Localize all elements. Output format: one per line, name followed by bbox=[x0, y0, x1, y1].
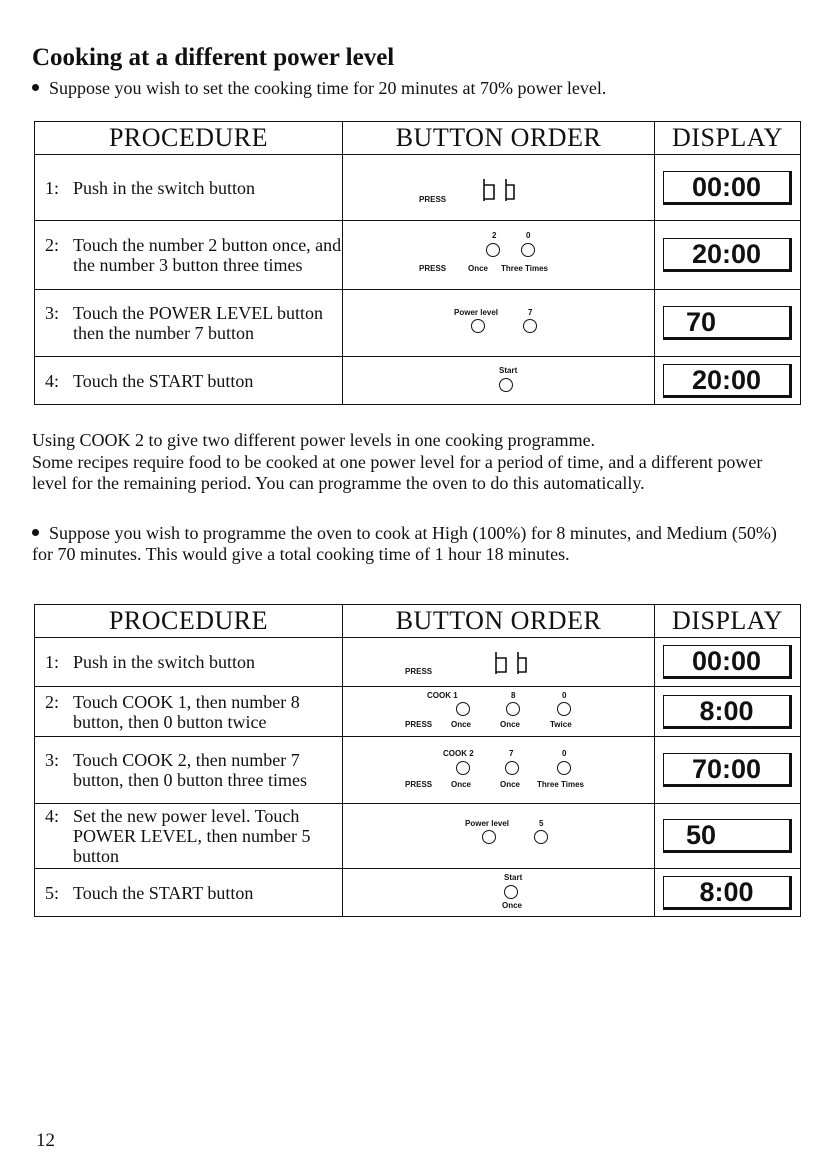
header-procedure: PROCEDURE bbox=[35, 122, 343, 155]
display-readout: 00:00 bbox=[663, 171, 792, 205]
display-readout: 20:00 bbox=[663, 364, 792, 398]
paragraph-cook2-example bbox=[32, 523, 792, 565]
button-label-under: Once bbox=[500, 720, 521, 729]
button-order-cell bbox=[343, 221, 655, 290]
button-order-cell bbox=[343, 737, 655, 804]
step-text: Touch the START button bbox=[73, 882, 254, 903]
step-cell bbox=[35, 869, 343, 917]
press-label: PRESS bbox=[419, 195, 447, 204]
step-number: 4: bbox=[45, 806, 60, 826]
button-label-top: Power level bbox=[465, 819, 510, 828]
display-readout: 20:00 bbox=[663, 238, 792, 272]
table-row bbox=[35, 869, 801, 917]
intro-line bbox=[32, 78, 606, 99]
button-order-cell bbox=[343, 290, 655, 357]
power-level-button-icon bbox=[482, 830, 496, 844]
button-label-top: Power level bbox=[454, 308, 499, 317]
display-readout: 00:00 bbox=[663, 645, 792, 679]
step-text: Touch the POWER LEVEL button then the number 7 button bbox=[73, 303, 324, 343]
bullet-icon bbox=[32, 529, 39, 536]
button-label-under: Once bbox=[451, 720, 472, 729]
button-label-under: Three Times bbox=[501, 264, 548, 273]
button-label-top: 7 bbox=[509, 749, 514, 758]
display-readout: 50 bbox=[663, 819, 792, 853]
press-label: PRESS bbox=[419, 264, 447, 273]
display-readout: 70 bbox=[663, 306, 792, 340]
step-text: Touch the number 2 button once, and the number 3 button three times bbox=[73, 235, 342, 275]
cook1-button-icon bbox=[456, 702, 470, 716]
table-row bbox=[35, 638, 801, 687]
button-label-top: 8 bbox=[511, 691, 516, 700]
button-order-cell bbox=[343, 155, 655, 221]
header-display: DISPLAY bbox=[655, 122, 801, 155]
header-button-order: BUTTON ORDER bbox=[343, 605, 655, 638]
display-cell bbox=[655, 221, 801, 290]
button-label-top: COOK 1 bbox=[427, 691, 458, 700]
step-cell bbox=[35, 290, 343, 357]
start-button-icon bbox=[504, 885, 518, 899]
table-row bbox=[35, 290, 801, 357]
step-cell bbox=[35, 155, 343, 221]
table-row bbox=[35, 737, 801, 804]
table-row bbox=[35, 155, 801, 221]
button-label-top: 0 bbox=[562, 691, 567, 700]
step-number: 5: bbox=[45, 882, 60, 903]
button-label-top: 7 bbox=[528, 308, 533, 317]
step-text: Touch COOK 1, then number 8 button, then 0 button twice bbox=[73, 691, 300, 732]
press-label: PRESS bbox=[405, 667, 433, 676]
step-cell bbox=[35, 357, 343, 405]
button-label-top: COOK 2 bbox=[443, 749, 474, 758]
step-cell bbox=[35, 737, 343, 804]
step-number: 2: bbox=[45, 691, 60, 712]
procedure-table-2 bbox=[34, 604, 801, 917]
step-number: 3: bbox=[45, 303, 60, 323]
number-2-button-icon bbox=[486, 243, 500, 257]
button-label-top: 5 bbox=[539, 819, 544, 828]
switch-button-icon bbox=[493, 648, 535, 678]
paragraph-cook2-heading: Using COOK 2 to give two different power levels in one cooking programme. bbox=[32, 430, 596, 450]
step-number: 3: bbox=[45, 750, 60, 770]
display-readout: 8:00 bbox=[663, 876, 792, 910]
button-label-under: Three Times bbox=[537, 780, 584, 789]
header-display: DISPLAY bbox=[655, 605, 801, 638]
number-0-button-icon bbox=[557, 702, 571, 716]
button-label-under: Once bbox=[500, 780, 521, 789]
button-label-top: 2 bbox=[492, 231, 497, 240]
table-header bbox=[35, 122, 801, 155]
display-cell bbox=[655, 638, 801, 687]
table-row bbox=[35, 687, 801, 737]
button-order-cell bbox=[343, 357, 655, 405]
switch-button-icon bbox=[481, 175, 523, 205]
display-cell bbox=[655, 357, 801, 405]
button-label-top: 0 bbox=[562, 749, 567, 758]
number-0-button-icon bbox=[557, 761, 571, 775]
button-label-top: Start bbox=[499, 366, 518, 375]
header-button-order: BUTTON ORDER bbox=[343, 122, 655, 155]
button-order-cell bbox=[343, 638, 655, 687]
button-label-top: 0 bbox=[526, 231, 531, 240]
number-5-button-icon bbox=[534, 830, 548, 844]
step-cell bbox=[35, 687, 343, 737]
display-cell bbox=[655, 869, 801, 917]
step-cell bbox=[35, 804, 343, 869]
step-number: 1: bbox=[45, 652, 60, 672]
header-procedure: PROCEDURE bbox=[35, 605, 343, 638]
table-row bbox=[35, 357, 801, 405]
step-text: Set the new power level. Touch POWER LEVEL, then number 5 button bbox=[73, 806, 311, 866]
page-number: 12 bbox=[36, 1130, 55, 1151]
step-text: Touch COOK 2, then number 7 button, then 0 button three times bbox=[73, 750, 307, 790]
step-cell bbox=[35, 638, 343, 687]
step-number: 2: bbox=[45, 235, 60, 255]
step-text: Push in the switch button bbox=[73, 652, 256, 672]
display-cell bbox=[655, 737, 801, 804]
step-number: 1: bbox=[45, 177, 60, 198]
number-7-button-icon bbox=[505, 761, 519, 775]
bullet-icon bbox=[32, 84, 39, 91]
button-order-cell bbox=[343, 804, 655, 869]
display-cell bbox=[655, 155, 801, 221]
paragraph-cook2-description: Some recipes require food to be cooked at one power level for a period of time, and a different power level for the remaining period. You can programme the oven to do this automatically. bbox=[32, 452, 763, 493]
example-text: Suppose you wish to programme the oven to cook at High (100%) for 8 minutes, and Medium (50%) for 70 minutes. This would give a total cooking time of 1 hour 18 minutes. bbox=[32, 523, 777, 564]
button-label-under: Twice bbox=[550, 720, 572, 729]
step-cell bbox=[35, 221, 343, 290]
step-number: 4: bbox=[45, 370, 60, 391]
step-text: Push in the switch button bbox=[73, 177, 256, 198]
button-label-under: Once bbox=[451, 780, 472, 789]
number-0-button-icon bbox=[521, 243, 535, 257]
table-row bbox=[35, 804, 801, 869]
display-cell bbox=[655, 804, 801, 869]
cook2-button-icon bbox=[456, 761, 470, 775]
table-row bbox=[35, 221, 801, 290]
intro-text: Suppose you wish to set the cooking time for 20 minutes at 70% power level. bbox=[49, 78, 607, 98]
display-cell bbox=[655, 290, 801, 357]
step-text: Touch the START button bbox=[73, 370, 254, 391]
button-label-under: Once bbox=[468, 264, 489, 273]
number-8-button-icon bbox=[506, 702, 520, 716]
number-7-button-icon bbox=[523, 319, 537, 333]
button-order-cell bbox=[343, 869, 655, 917]
table-header bbox=[35, 605, 801, 638]
button-order-cell bbox=[343, 687, 655, 737]
start-button-icon bbox=[499, 378, 513, 392]
display-readout: 8:00 bbox=[663, 695, 792, 729]
display-cell bbox=[655, 687, 801, 737]
procedure-table-1 bbox=[34, 121, 801, 405]
press-label: PRESS bbox=[405, 720, 433, 729]
power-level-button-icon bbox=[471, 319, 485, 333]
display-readout: 70:00 bbox=[663, 753, 792, 787]
button-label-top: Start bbox=[504, 873, 523, 882]
press-label: PRESS bbox=[405, 780, 433, 789]
page-title: Cooking at a different power level bbox=[32, 44, 395, 71]
button-label-under: Once bbox=[502, 901, 523, 910]
